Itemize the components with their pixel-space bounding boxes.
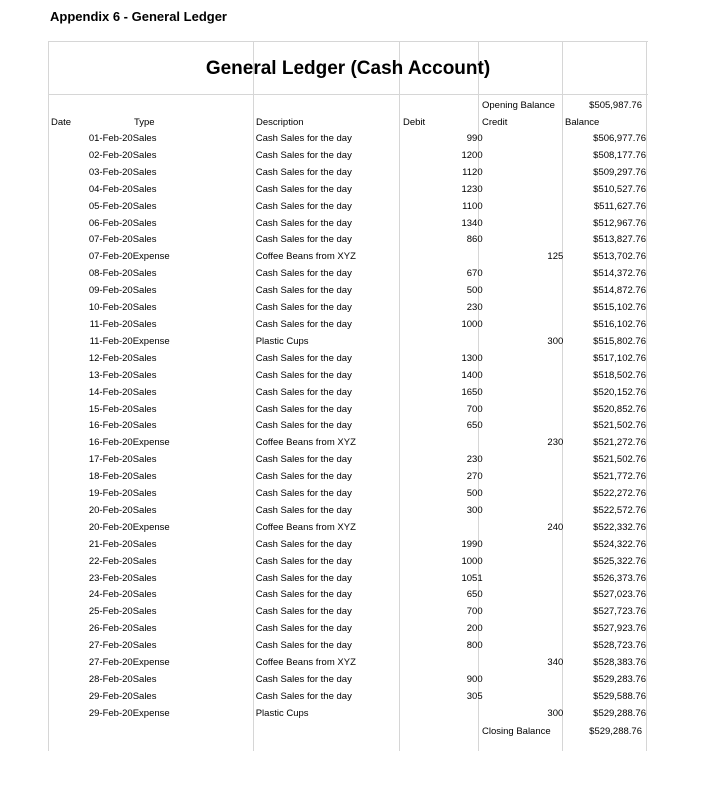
balance-cell: $513,702.76 (593, 251, 646, 263)
ledger-row (48, 655, 646, 672)
debit-cell: 650 (466, 420, 483, 432)
date-cell: 14-Feb-20 (88, 386, 133, 398)
type-cell: Expense (132, 437, 170, 449)
balance-cell: $509,297.76 (593, 166, 646, 178)
credit-cell (483, 571, 564, 588)
balance-cell: $511,627.76 (593, 200, 646, 212)
ledger-row (48, 232, 646, 249)
type-cell: Sales (132, 403, 157, 415)
date-cell: 01-Feb-20 (88, 133, 133, 144)
credit-cell (483, 368, 564, 385)
type-cell: Sales (132, 234, 157, 246)
debit-cell: 500 (466, 285, 483, 297)
type-cell: Sales (132, 318, 157, 330)
balance-cell: $529,288.76 (593, 707, 646, 719)
description-cell: Cash Sales for the day (255, 133, 352, 144)
ledger-row (48, 131, 646, 148)
balance-cell: $526,373.76 (593, 572, 646, 584)
balance-cell: $525,322.76 (593, 555, 646, 567)
description-cell: Cash Sales for the day (255, 589, 352, 601)
ledger-row (48, 199, 646, 216)
balance-cell: $513,827.76 (593, 234, 646, 246)
description-cell: Cash Sales for the day (255, 572, 352, 584)
debit-cell (402, 249, 483, 266)
date-cell: 29-Feb-20 (88, 690, 133, 702)
date-cell: 25-Feb-20 (88, 606, 133, 618)
description-cell: Plastic Cups (255, 335, 309, 347)
date-cell: 27-Feb-20 (88, 657, 133, 669)
credit-cell (483, 216, 564, 233)
description-cell: Cash Sales for the day (255, 471, 352, 483)
credit-cell (483, 452, 564, 469)
closing-balance-value: $529,288.76 (589, 726, 642, 737)
credit-cell (483, 672, 564, 689)
debit-cell (402, 520, 483, 537)
type-cell: Sales (132, 623, 157, 635)
ledger-row (48, 368, 646, 385)
ledger-row (48, 469, 646, 486)
credit-cell: 240 (547, 521, 564, 533)
credit-cell (483, 587, 564, 604)
description-cell: Cash Sales for the day (255, 555, 352, 567)
description-cell: Cash Sales for the day (255, 200, 352, 212)
debit-cell: 1000 (461, 555, 483, 567)
debit-cell: 1300 (461, 352, 483, 364)
description-cell: Coffee Beans from XYZ (255, 437, 356, 449)
credit-cell (483, 554, 564, 571)
credit-cell: 125 (547, 251, 564, 263)
ledger-row (48, 418, 646, 435)
date-cell: 24-Feb-20 (88, 589, 133, 601)
debit-cell: 900 (466, 674, 483, 685)
credit-cell (483, 283, 564, 300)
date-cell: 08-Feb-20 (88, 268, 133, 280)
debit-cell: 860 (466, 234, 483, 246)
debit-cell: 500 (466, 488, 483, 500)
balance-cell: $524,322.76 (593, 538, 646, 550)
date-cell: 15-Feb-20 (88, 403, 133, 415)
description-cell: Cash Sales for the day (255, 183, 352, 195)
balance-cell: $527,723.76 (593, 606, 646, 618)
debit-cell: 650 (466, 589, 483, 601)
type-cell: Sales (132, 133, 157, 144)
credit-cell (483, 638, 564, 655)
closing-balance-label: Closing Balance (482, 726, 551, 737)
ledger-row (48, 672, 646, 689)
ledger-row (48, 385, 646, 402)
date-cell: 04-Feb-20 (88, 183, 133, 195)
date-cell: 02-Feb-20 (88, 149, 133, 161)
credit-cell (483, 604, 564, 621)
type-cell: Sales (132, 217, 157, 229)
ledger-row (48, 537, 646, 554)
type-cell: Sales (132, 420, 157, 432)
type-cell: Sales (132, 674, 157, 685)
date-cell: 12-Feb-20 (88, 352, 133, 364)
description-cell: Cash Sales for the day (255, 623, 352, 635)
debit-cell (402, 435, 483, 452)
description-cell: Cash Sales for the day (255, 538, 352, 550)
description-cell: Cash Sales for the day (255, 352, 352, 364)
date-cell: 05-Feb-20 (88, 200, 133, 212)
credit-cell (483, 418, 564, 435)
header-type: Type (134, 117, 155, 128)
debit-cell (402, 334, 483, 351)
date-cell: 16-Feb-20 (88, 420, 133, 432)
type-cell: Sales (132, 369, 157, 381)
ledger-row (48, 604, 646, 621)
type-cell: Sales (132, 690, 157, 702)
type-cell: Sales (132, 606, 157, 618)
debit-cell: 1230 (461, 183, 483, 195)
type-cell: Sales (132, 352, 157, 364)
type-cell: Sales (132, 386, 157, 398)
credit-cell (483, 537, 564, 554)
credit-cell (483, 503, 564, 520)
credit-cell: 340 (547, 657, 564, 669)
type-cell: Sales (132, 454, 157, 466)
ledger-row (48, 638, 646, 655)
credit-cell (483, 165, 564, 182)
balance-cell: $522,332.76 (593, 521, 646, 533)
date-cell: 28-Feb-20 (88, 674, 133, 685)
date-cell: 13-Feb-20 (88, 369, 133, 381)
debit-cell: 1120 (462, 166, 483, 178)
debit-cell: 305 (466, 690, 483, 702)
ledger-row (48, 486, 646, 503)
type-cell: Expense (132, 521, 170, 533)
type-cell: Sales (132, 268, 157, 280)
balance-cell: $517,102.76 (593, 352, 646, 364)
type-cell: Sales (132, 166, 157, 178)
debit-cell: 700 (466, 403, 483, 415)
date-cell: 19-Feb-20 (88, 488, 133, 500)
date-cell: 21-Feb-20 (88, 538, 133, 550)
ledger-row (48, 520, 646, 537)
type-cell: Sales (132, 149, 157, 161)
header-date: Date (51, 117, 72, 128)
debit-cell: 1100 (462, 200, 483, 212)
ledger-row (48, 435, 646, 452)
description-cell: Cash Sales for the day (255, 420, 352, 432)
ledger-row (48, 317, 646, 334)
description-cell: Coffee Beans from XYZ (255, 521, 356, 533)
credit-cell (483, 266, 564, 283)
debit-cell (402, 655, 483, 672)
debit-cell: 990 (466, 133, 483, 144)
date-cell: 03-Feb-20 (88, 166, 133, 178)
balance-cell: $510,527.76 (593, 183, 646, 195)
ledger-row (48, 706, 646, 723)
balance-cell: $521,502.76 (593, 454, 646, 466)
balance-cell: $529,588.76 (593, 690, 646, 702)
description-cell: Cash Sales for the day (255, 285, 352, 297)
description-cell: Cash Sales for the day (255, 690, 352, 702)
ledger-table (48, 131, 646, 723)
balance-cell: $515,102.76 (593, 302, 646, 314)
date-cell: 10-Feb-20 (88, 302, 133, 314)
debit-cell: 700 (466, 606, 483, 618)
balance-cell: $521,772.76 (593, 471, 646, 483)
description-cell: Cash Sales for the day (255, 234, 352, 246)
type-cell: Sales (132, 640, 157, 652)
header-credit: Credit (482, 117, 508, 128)
balance-cell: $528,383.76 (593, 657, 646, 669)
type-cell: Sales (132, 504, 157, 516)
balance-cell: $521,502.76 (593, 420, 646, 432)
ledger-row (48, 249, 646, 266)
grid-line (48, 94, 648, 95)
credit-cell: 230 (547, 437, 564, 449)
type-cell: Sales (132, 538, 157, 550)
ledger-row (48, 402, 646, 419)
debit-cell: 1200 (461, 149, 483, 161)
description-cell: Cash Sales for the day (255, 640, 352, 652)
debit-cell: 1000 (461, 318, 483, 330)
description-cell: Cash Sales for the day (255, 488, 352, 500)
description-cell: Cash Sales for the day (255, 268, 352, 280)
description-cell: Cash Sales for the day (255, 454, 352, 466)
credit-cell (483, 300, 564, 317)
balance-cell: $522,572.76 (593, 504, 646, 516)
date-cell: 26-Feb-20 (88, 623, 133, 635)
credit-cell (483, 182, 564, 199)
balance-cell: $518,502.76 (593, 369, 646, 381)
credit-cell: 300 (547, 335, 564, 347)
credit-cell (483, 232, 564, 249)
balance-cell: $527,923.76 (593, 623, 646, 635)
type-cell: Expense (132, 707, 170, 719)
type-cell: Sales (132, 471, 157, 483)
ledger-row (48, 351, 646, 368)
type-cell: Sales (132, 200, 157, 212)
header-description: Description (256, 117, 304, 128)
credit-cell (483, 621, 564, 638)
description-cell: Cash Sales for the day (255, 302, 352, 314)
grid-line (646, 41, 647, 751)
debit-cell: 1990 (461, 538, 483, 550)
description-cell: Cash Sales for the day (255, 149, 352, 161)
debit-cell: 230 (466, 302, 483, 314)
date-cell: 23-Feb-20 (88, 572, 133, 584)
credit-cell (483, 199, 564, 216)
type-cell: Sales (132, 555, 157, 567)
credit-cell (483, 469, 564, 486)
appendix-title: Appendix 6 - General Ledger (50, 9, 227, 24)
debit-cell: 670 (466, 268, 483, 280)
balance-cell: $528,723.76 (593, 640, 646, 652)
balance-cell: $520,152.76 (593, 386, 646, 398)
description-cell: Cash Sales for the day (255, 606, 352, 618)
date-cell: 18-Feb-20 (88, 471, 133, 483)
grid-line (48, 41, 648, 42)
date-cell: 17-Feb-20 (88, 454, 133, 466)
ledger-row (48, 334, 646, 351)
description-cell: Cash Sales for the day (255, 386, 352, 398)
balance-cell: $508,177.76 (593, 149, 646, 161)
date-cell: 07-Feb-20 (88, 234, 133, 246)
credit-cell (483, 148, 564, 165)
type-cell: Expense (132, 657, 170, 669)
ledger-row (48, 452, 646, 469)
debit-cell: 1051 (461, 572, 483, 584)
credit-cell (483, 486, 564, 503)
debit-cell (402, 706, 483, 723)
credit-cell (483, 385, 564, 402)
debit-cell: 230 (466, 454, 483, 466)
balance-cell: $516,102.76 (593, 318, 646, 330)
balance-cell: $521,272.76 (593, 437, 646, 449)
date-cell: 11-Feb-20 (89, 318, 133, 330)
debit-cell: 1340 (461, 217, 483, 229)
date-cell: 09-Feb-20 (88, 285, 133, 297)
credit-cell (483, 351, 564, 368)
balance-cell: $514,872.76 (593, 285, 646, 297)
date-cell: 06-Feb-20 (88, 217, 133, 229)
type-cell: Sales (132, 589, 157, 601)
header-balance: Balance (565, 117, 600, 128)
date-cell: 20-Feb-20 (88, 521, 133, 533)
balance-cell: $520,852.76 (593, 403, 646, 415)
type-cell: Sales (132, 285, 157, 297)
date-cell: 16-Feb-20 (88, 437, 133, 449)
type-cell: Expense (132, 251, 170, 263)
ledger-row (48, 216, 646, 233)
date-cell: 07-Feb-20 (88, 251, 133, 263)
date-cell: 22-Feb-20 (88, 555, 133, 567)
ledger-row (48, 587, 646, 604)
ledger-row (48, 689, 646, 706)
type-cell: Sales (132, 183, 157, 195)
type-cell: Expense (132, 335, 170, 347)
date-cell: 29-Feb-20 (88, 707, 133, 719)
description-cell: Cash Sales for the day (255, 674, 352, 685)
ledger-row (48, 148, 646, 165)
debit-cell: 300 (466, 504, 483, 516)
ledger-row (48, 266, 646, 283)
date-cell: 11-Feb-20 (89, 335, 133, 347)
ledger-row (48, 283, 646, 300)
ledger-row (48, 300, 646, 317)
credit-cell (483, 317, 564, 334)
balance-cell: $512,967.76 (593, 217, 646, 229)
balance-cell: $527,023.76 (593, 589, 646, 601)
ledger-title: General Ledger (Cash Account) (205, 58, 491, 79)
debit-cell: 270 (466, 471, 483, 483)
opening-balance-label: Opening Balance (482, 100, 555, 111)
description-cell: Cash Sales for the day (255, 369, 352, 381)
header-debit: Debit (403, 117, 426, 128)
ledger-row (48, 165, 646, 182)
debit-cell: 1650 (461, 386, 483, 398)
description-cell: Coffee Beans from XYZ (255, 657, 356, 669)
date-cell: 27-Feb-20 (88, 640, 133, 652)
credit-cell: 300 (547, 707, 564, 719)
ledger-row (48, 503, 646, 520)
ledger-row (48, 571, 646, 588)
balance-cell: $515,802.76 (593, 335, 646, 347)
credit-cell (483, 689, 564, 706)
ledger-sheet (48, 41, 648, 751)
ledger-row (48, 554, 646, 571)
description-cell: Cash Sales for the day (255, 403, 352, 415)
description-cell: Plastic Cups (255, 707, 309, 719)
ledger-row (48, 182, 646, 199)
description-cell: Cash Sales for the day (255, 217, 352, 229)
type-cell: Sales (132, 572, 157, 584)
description-cell: Cash Sales for the day (255, 318, 352, 330)
balance-cell: $514,372.76 (593, 268, 646, 280)
description-cell: Cash Sales for the day (255, 504, 352, 516)
description-cell: Cash Sales for the day (255, 166, 352, 178)
type-cell: Sales (132, 488, 157, 500)
balance-cell: $506,977.76 (593, 133, 646, 144)
date-cell: 20-Feb-20 (88, 504, 133, 516)
ledger-row (48, 621, 646, 638)
debit-cell: 1400 (461, 369, 483, 381)
balance-cell: $522,272.76 (593, 488, 646, 500)
credit-cell (483, 402, 564, 419)
opening-balance-value: $505,987.76 (589, 100, 642, 111)
type-cell: Sales (132, 302, 157, 314)
debit-cell: 200 (466, 623, 483, 635)
credit-cell (483, 131, 564, 148)
balance-cell: $529,283.76 (593, 674, 646, 685)
description-cell: Coffee Beans from XYZ (255, 251, 356, 263)
debit-cell: 800 (466, 640, 483, 652)
